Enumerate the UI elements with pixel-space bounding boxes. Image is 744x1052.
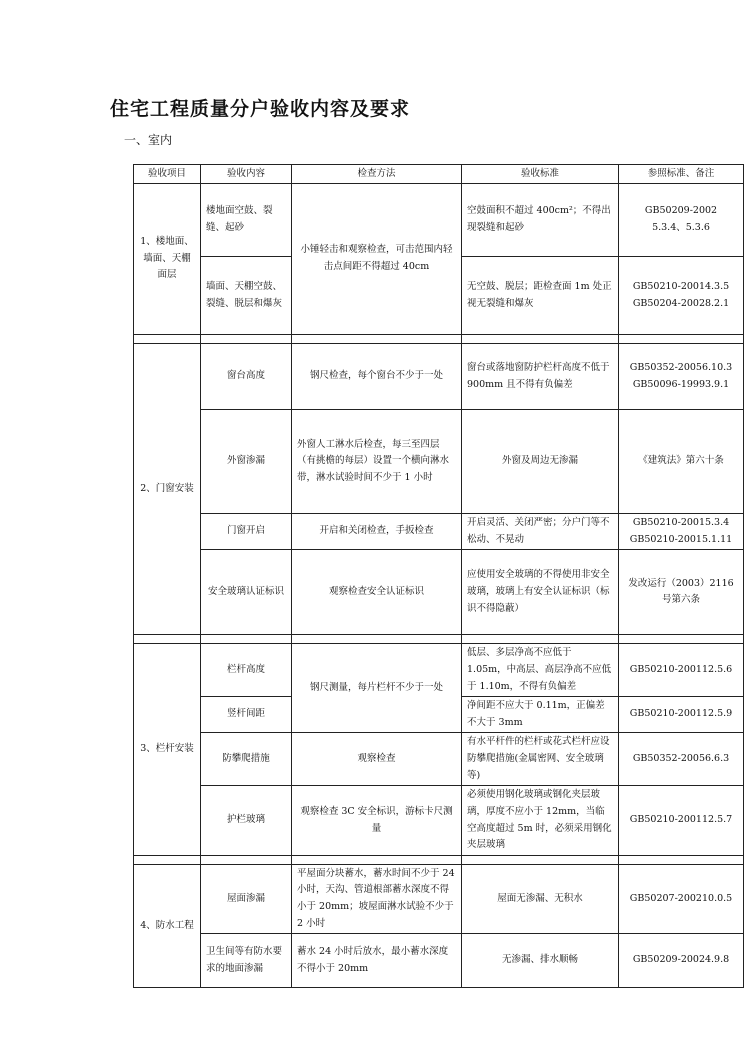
reference-line: GB50096-19993.9.1 <box>632 378 730 390</box>
row-reference: GB50210-200112.5.6 <box>619 644 744 697</box>
row-standard: 必须使用钢化玻璃或钢化夹层玻璃，厚度不应小于 12mm，当临空高度超过 5m 时，必须采用钢化夹层玻璃 <box>462 786 619 856</box>
row-method: 观察检查安全认证标识 <box>292 550 462 635</box>
row-reference: 发改运行（2003）2116 号第六条 <box>619 550 744 635</box>
row-standard: 窗台或落地窗防护栏杆高度不低于 900mm 且不得有负偏差 <box>462 344 619 410</box>
reference-line: 5.3.4、5.3.6 <box>652 222 710 233</box>
separator-cell <box>201 335 292 344</box>
row-standard: 净间距不应大于 0.11m，正偏差不大于 3mm <box>462 697 619 733</box>
row-content: 护栏玻璃 <box>201 786 292 856</box>
row-method: 钢尺测量，每片栏杆不少于一处 <box>292 644 462 733</box>
row-content: 安全玻璃认证标识 <box>201 550 292 635</box>
table-separator <box>134 635 744 644</box>
row-method: 开启和关闭检查，手扳检查 <box>292 514 462 550</box>
row-method: 观察检查 <box>292 733 462 786</box>
separator-cell <box>134 635 201 644</box>
row-standard: 空鼓面积不超过 400cm²；不得出现裂缝和起砂 <box>462 184 619 257</box>
table-row <box>134 644 744 697</box>
group-name: 3、栏杆安装 <box>134 644 201 856</box>
row-content: 屋面渗漏 <box>201 864 292 934</box>
row-reference <box>619 514 744 550</box>
separator-cell <box>619 855 744 864</box>
separator-cell <box>462 635 619 644</box>
row-content: 栏杆高度 <box>201 644 292 697</box>
row-method: 外窗人工淋水后检查，每三至四层（有挑檐的每层）设置一个横向淋水带，淋水试验时间不少于 1 小时 <box>292 410 462 514</box>
separator-cell <box>462 335 619 344</box>
table-row <box>134 410 744 514</box>
row-method: 小锤轻击和观察检查，可击范围内轻击点间距不得超过 40cm <box>292 184 462 335</box>
separator-cell <box>201 635 292 644</box>
table-row <box>134 184 744 257</box>
row-reference <box>619 344 744 410</box>
row-content: 卫生间等有防水要求的地面渗漏 <box>201 934 292 988</box>
section-heading: 一、室内 <box>124 133 173 147</box>
row-reference: 《建筑法》第六十条 <box>619 410 744 514</box>
table-separator <box>134 855 744 864</box>
group-name: 4、防水工程 <box>134 864 201 988</box>
row-method: 观察检查 3C 安全标识，游标卡尺测量 <box>292 786 462 856</box>
row-reference: GB50207-200210.0.5 <box>619 864 744 934</box>
row-content: 外窗渗漏 <box>201 410 292 514</box>
reference-line: GB50210-20015.3.4 <box>632 517 730 528</box>
row-method: 钢尺检查，每个窗台不少于一处 <box>292 344 462 410</box>
row-content: 楼地面空鼓、裂缝、起砂 <box>201 184 292 257</box>
row-standard: 有水平杆件的栏杆或花式栏杆应设防攀爬措施(金属密网、安全玻璃等) <box>462 733 619 786</box>
table-row <box>134 550 744 635</box>
row-content: 门窗开启 <box>201 514 292 550</box>
header-item: 验收项目 <box>134 165 201 184</box>
reference-line: GB50210-20015.1.11 <box>629 533 733 545</box>
row-reference: GB50209-20024.9.8 <box>619 934 744 988</box>
separator-cell <box>462 855 619 864</box>
row-standard: 外窗及周边无渗漏 <box>462 410 619 514</box>
separator-cell <box>292 335 462 344</box>
separator-cell <box>619 635 744 644</box>
row-reference <box>619 257 744 335</box>
row-method: 平屋面分块蓄水，蓄水时间不少于 24 小时，天沟、管道根部蓄水深度不得小于 20mm；坡屋面淋水试验不少于 2 小时 <box>292 864 462 934</box>
row-reference: GB50210-200112.5.9 <box>619 697 744 733</box>
page-title: 住宅工程质量分户验收内容及要求 <box>110 98 411 120</box>
table-separator <box>134 335 744 344</box>
row-reference: GB50210-200112.5.7 <box>619 786 744 856</box>
row-content: 防攀爬措施 <box>201 733 292 786</box>
group-name: 2、门窗安装 <box>134 344 201 635</box>
row-standard: 无空鼓、脱层；距检查面 1m 处正视无裂缝和爆灰 <box>462 257 619 335</box>
reference-line: GB50204-20028.2.1 <box>632 297 730 309</box>
table-row <box>134 514 744 550</box>
separator-cell <box>201 855 292 864</box>
separator-cell <box>134 335 201 344</box>
table-header-row <box>134 165 744 184</box>
row-content: 竖杆间距 <box>201 697 292 733</box>
row-reference <box>619 184 744 257</box>
separator-cell <box>292 855 462 864</box>
table-row <box>134 934 744 988</box>
row-standard: 应使用安全玻璃的不得使用非安全玻璃，玻璃上有安全认证标识（标识不得隐蔽） <box>462 550 619 635</box>
table-row <box>134 344 744 410</box>
header-method: 检查方法 <box>292 165 462 184</box>
reference-line: GB50352-20056.10.3 <box>629 361 733 373</box>
table-row <box>134 864 744 934</box>
header-reference: 参照标准、备注 <box>619 165 744 184</box>
reference-line: GB50210-20014.3.5 <box>632 280 730 292</box>
header-standard: 验收标准 <box>462 165 619 184</box>
acceptance-table <box>133 164 744 988</box>
table-row <box>134 786 744 856</box>
row-method: 蓄水 24 小时后放水，最小蓄水深度不得小于 20mm <box>292 934 462 988</box>
header-content: 验收内容 <box>201 165 292 184</box>
separator-cell <box>134 855 201 864</box>
separator-cell <box>619 335 744 344</box>
table-row <box>134 733 744 786</box>
reference-line: GB50209-2002 <box>644 205 718 217</box>
row-content: 墙面、天棚空鼓、裂缝、脱层和爆灰 <box>201 257 292 335</box>
separator-cell <box>292 635 462 644</box>
row-reference: GB50352-20056.6.3 <box>619 733 744 786</box>
row-content: 窗台高度 <box>201 344 292 410</box>
group-name: 1、楼地面、墙面、天棚面层 <box>134 184 201 335</box>
row-standard: 无渗漏、排水顺畅 <box>462 934 619 988</box>
row-standard: 开启灵活、关闭严密；分户门等不松动、不晃动 <box>462 514 619 550</box>
row-standard: 屋面无渗漏、无积水 <box>462 864 619 934</box>
row-standard: 低层、多层净高不应低于 1.05m，中高层、高层净高不应低于 1.10m，不得有负偏差 <box>462 644 619 697</box>
